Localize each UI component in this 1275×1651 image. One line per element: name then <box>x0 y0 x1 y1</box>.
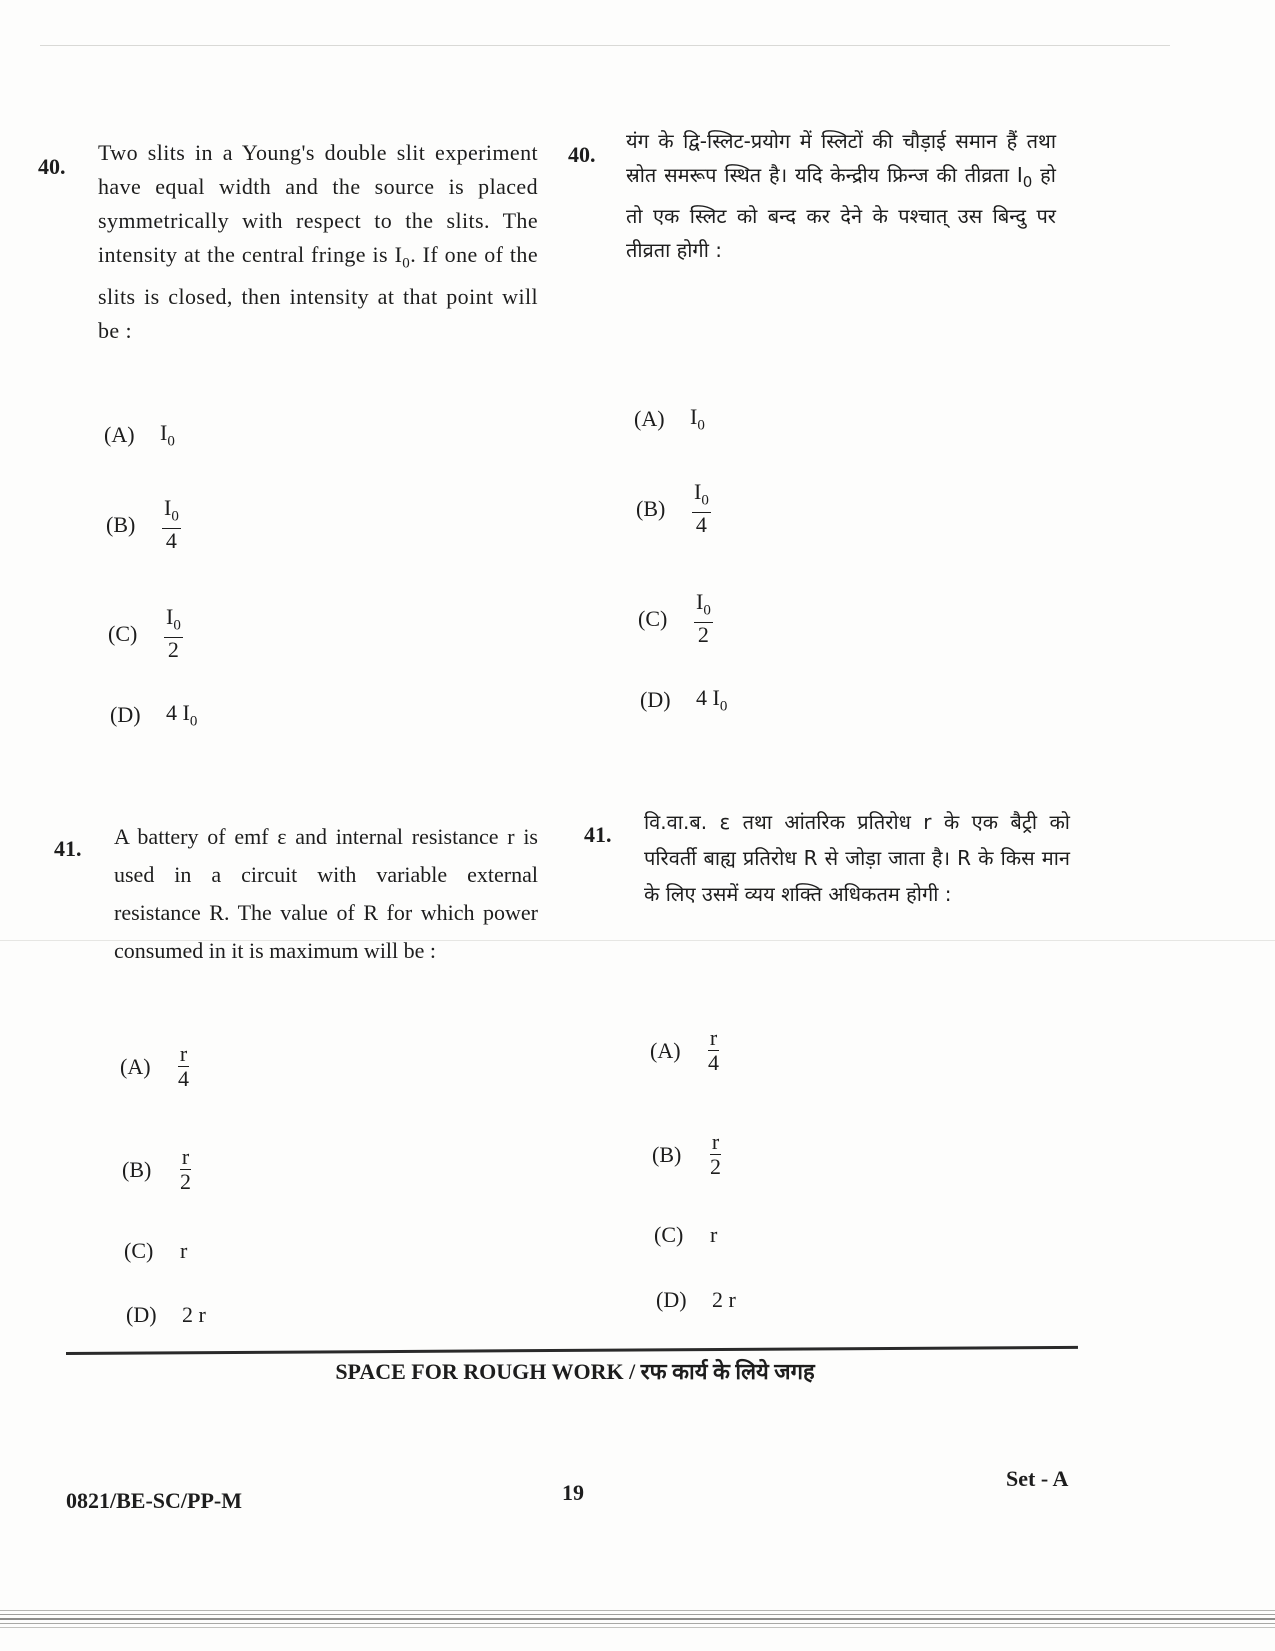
question-number: 41. <box>54 836 82 861</box>
question-40-english <box>38 136 538 348</box>
rough-work-label: SPACE FOR ROUGH WORK / रफ कार्य के लिये जगह <box>335 1359 815 1384</box>
question-text: Two slits in a Young's double slit experiment have equal width and the source is placed symmetrically with respect to the slits. The intensity at the central fringe is $I_0$. If one of the slits is closed, then intensity at that point will be : <box>98 140 538 344</box>
question-text: A battery of emf ε and internal resistance r is used in a circuit with variable external resistance R. The value of R for which power consumed in it is maximum will be : <box>114 824 538 963</box>
rough-work-divider <box>66 1346 1078 1355</box>
scan-edge <box>0 1610 1275 1628</box>
question-number: 41. <box>584 822 612 847</box>
set-label: Set - A <box>1006 1466 1069 1491</box>
option-fraction: $\frac{I_0}{4}$ <box>164 495 179 554</box>
question-40-hindi <box>568 124 1056 267</box>
q41-hi-option-d[interactable]: (D) 2 r <box>656 1287 736 1312</box>
q41-en-option-d[interactable]: (D) 2 r <box>126 1302 206 1327</box>
q40-en-option-b[interactable]: (B) $\frac{I_0}{4}$ <box>106 495 179 554</box>
q41-en-option-a[interactable]: (A) $\frac{r}{4}$ <box>120 1041 189 1091</box>
question-41-hindi <box>584 804 1070 912</box>
option-fraction: $\frac{r}{4}$ <box>178 1041 189 1091</box>
q40-hi-option-c[interactable]: (C) $\frac{I_0}{2}$ <box>638 589 711 648</box>
question-number: 40. <box>568 142 596 167</box>
q40-hi-option-d[interactable]: (D) 4 $I_0$ <box>640 685 728 715</box>
option-fraction: $\frac{I_0}{2}$ <box>166 604 181 663</box>
question-text: वि.वा.ब. ε तथा आंतरिक प्रतिरोध r के एक बैट्री को परिवर्ती बाह्य प्रतिरोध R से जोड़ा जाता है। R के किस मान के लिए उसमें व्यय शक्ति अधिकतम होगी : <box>644 810 1070 906</box>
option-fraction: $\frac{r}{2}$ <box>180 1144 191 1194</box>
page-number: 19 <box>562 1480 584 1505</box>
option-value: 2 r <box>182 1302 206 1327</box>
q41-hi-option-c[interactable]: (C) r <box>654 1222 718 1247</box>
option-value: 4 $I_0$ <box>696 685 728 715</box>
option-fraction: $\frac{I_0}{4}$ <box>694 479 709 538</box>
q40-hi-option-a[interactable]: (A) $I_0$ <box>634 404 705 434</box>
q41-hi-option-b[interactable]: (B) $\frac{r}{2}$ <box>652 1129 721 1179</box>
option-value: $I_0$ <box>160 420 175 450</box>
scan-line-top <box>40 45 1170 46</box>
option-value: 2 r <box>712 1287 736 1312</box>
q40-en-option-d[interactable]: (D) 4 $I_0$ <box>110 700 198 730</box>
option-value: 4 $I_0$ <box>166 700 198 730</box>
option-fraction: $\frac{r}{4}$ <box>708 1025 719 1075</box>
q41-en-option-b[interactable]: (B) $\frac{r}{2}$ <box>122 1144 191 1194</box>
option-value: r <box>710 1222 718 1247</box>
q40-en-option-a[interactable]: (A) $I_0$ <box>104 420 175 450</box>
question-41-english <box>54 818 538 970</box>
question-text: यंग के द्वि-स्लिट-प्रयोग में स्लिटों की चौड़ाई समान हैं तथा स्रोत समरूप स्थित है। यदि केन्द्रीय फ्रिन्ज की तीव्रता $I_0$ हो तो एक स्लिट को बन्द कर देने के पश्चात् उस बिन्दु पर तीव्रता होगी : <box>626 129 1056 262</box>
question-number: 40. <box>38 154 66 179</box>
paper-code: 0821/BE-SC/PP-M <box>66 1488 242 1513</box>
option-value: r <box>180 1238 188 1263</box>
q41-en-option-c[interactable]: (C) r <box>124 1238 188 1263</box>
option-value: $I_0$ <box>690 404 705 434</box>
q40-en-option-c[interactable]: (C) $\frac{I_0}{2}$ <box>108 604 181 663</box>
option-fraction: $\frac{I_0}{2}$ <box>696 589 711 648</box>
option-fraction: $\frac{r}{2}$ <box>710 1129 721 1179</box>
q41-hi-option-a[interactable]: (A) $\frac{r}{4}$ <box>650 1025 719 1075</box>
q40-hi-option-b[interactable]: (B) $\frac{I_0}{4}$ <box>636 479 709 538</box>
